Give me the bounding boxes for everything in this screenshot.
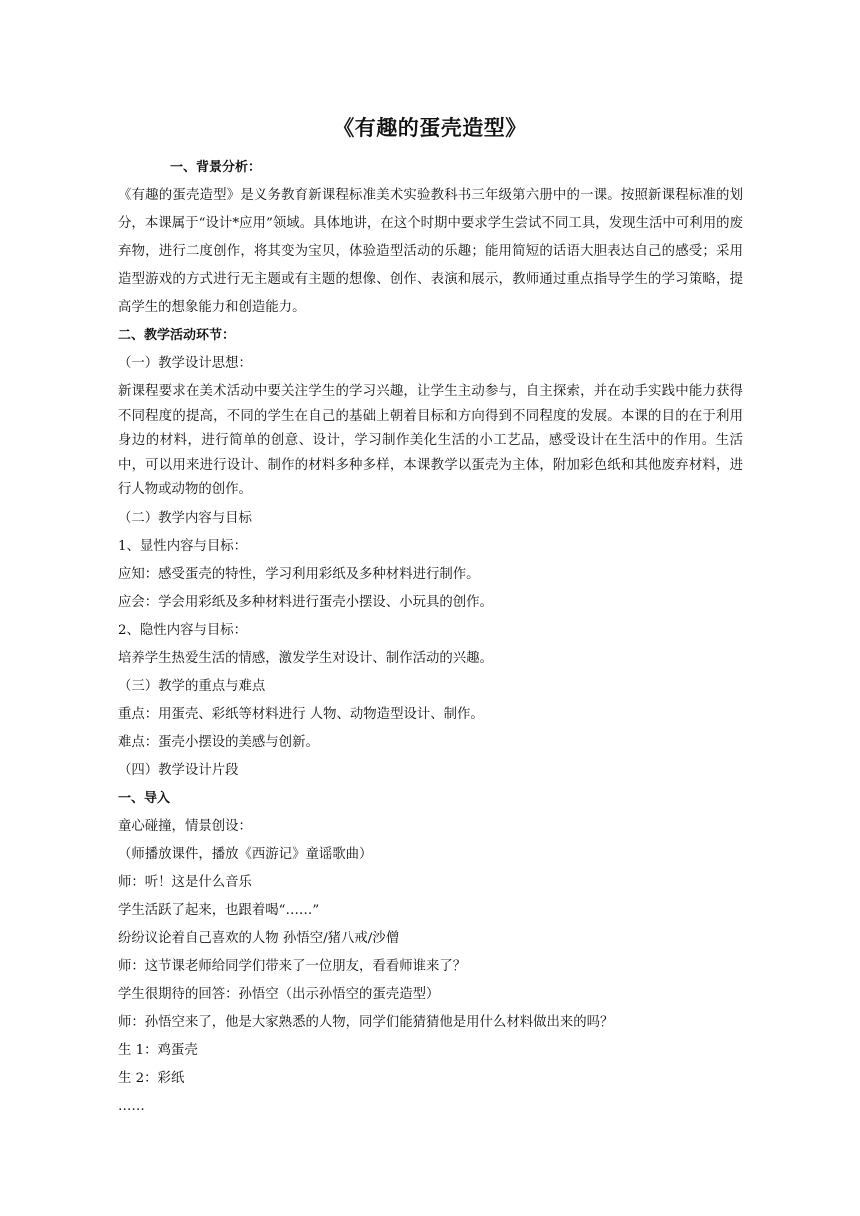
section-heading-activities: 二、教学活动环节： <box>118 328 236 343</box>
key-point-line: 重点：用蛋壳、彩纸等材料进行 人物、动物造型设计、制作。 <box>118 706 484 722</box>
intro-line: 学生活跃了起来，也跟着喝“……” <box>118 902 320 918</box>
document-title: 《有趣的蛋壳造型》 <box>333 116 527 140</box>
implicit-goals-heading: 2、隐性内容与目标： <box>118 622 248 638</box>
intro-line: 生 2：彩纸 <box>118 1070 185 1086</box>
intro-line: （师播放课件，播放《西游记》童谣歌曲） <box>118 846 373 862</box>
intro-line: 生 1：鸡蛋壳 <box>118 1042 198 1058</box>
subheading-key-points: （三）教学的重点与难点 <box>118 678 266 694</box>
should-do-line: 应会：学会用彩纸及多种材料进行蛋壳小摆设、小玩具的创作。 <box>118 594 493 610</box>
intro-line: 师：听！这是什么音乐 <box>118 874 252 890</box>
section-heading-intro: 一、导入 <box>118 790 171 806</box>
explicit-goals-heading: 1、显性内容与目标： <box>118 538 248 554</box>
intro-line: 师：这节课老师给同学们带来了一位朋友，看看师谁来了？ <box>118 958 467 974</box>
implicit-goals-line: 培养学生热爱生活的情感，激发学生对设计、制作活动的兴趣。 <box>118 650 493 666</box>
subheading-design-idea: （一）教学设计思想： <box>118 356 252 371</box>
intro-line: 纷纷议论着自己喜欢的人物 孙悟空/猪八戒/沙僧 <box>118 930 400 946</box>
intro-line: 学生很期待的回答：孙悟空（出示孙悟空的蛋壳造型） <box>118 986 440 1002</box>
document-body <box>118 154 743 1121</box>
design-idea-paragraph: 新课程要求在美术活动中要关注学生的学习兴趣，让学生主动参与，自主探索，并在动手实践中能力获得不同程度的提高，不同的学生在自己的基础上朝着目标和方向得到不同程度的发展。本课的目的在于利用身边的材料，进行简单的创意、设计，学习制作美化生活的小工艺品，感受设计在生活中的作用。生活中，可以用来进行设计、制作的材料多种多样，本课教学以蛋壳为主体，附加彩色纸和其他废弃材料，进行人物或动物的创作。 <box>118 384 743 497</box>
intro-line: 师：孙悟空来了，他是大家熟悉的人物，同学们能猜猜他是用什么材料做出来的吗？ <box>118 1014 614 1030</box>
difficulty-line: 难点：蛋壳小摆设的美感与创新。 <box>118 734 319 750</box>
subheading-content-goals: （二）教学内容与目标 <box>118 510 252 526</box>
section-heading-background: 一、背景分析： <box>170 160 262 175</box>
subheading-fragment: （四）教学设计片段 <box>118 762 239 778</box>
intro-line: 童心碰撞，情景创设： <box>118 818 252 834</box>
intro-line: …… <box>118 1098 145 1114</box>
background-paragraph: 《有趣的蛋壳造型》是义务教育新课程标准美术实验教科书三年级第六册中的一课。按照新课程标准的划分，本课属于“设计*应用”领域。具体地讲，在这个时期中要求学生尝试不同工具，发现生活中可利用的废弃物，进行二度创作，将其变为宝贝，体验造型活动的乐趣；能用简短的话语大胆表达自己的感受；采用造型游戏的方式进行无主题或有主题的想像、创作、表演和展示，教师通过重点指导学生的学习策略，提高学生的想象能力和创造能力。 <box>118 188 743 315</box>
should-know-line: 应知：感受蛋壳的特性，学习利用彩纸及多种材料进行制作。 <box>118 566 480 582</box>
